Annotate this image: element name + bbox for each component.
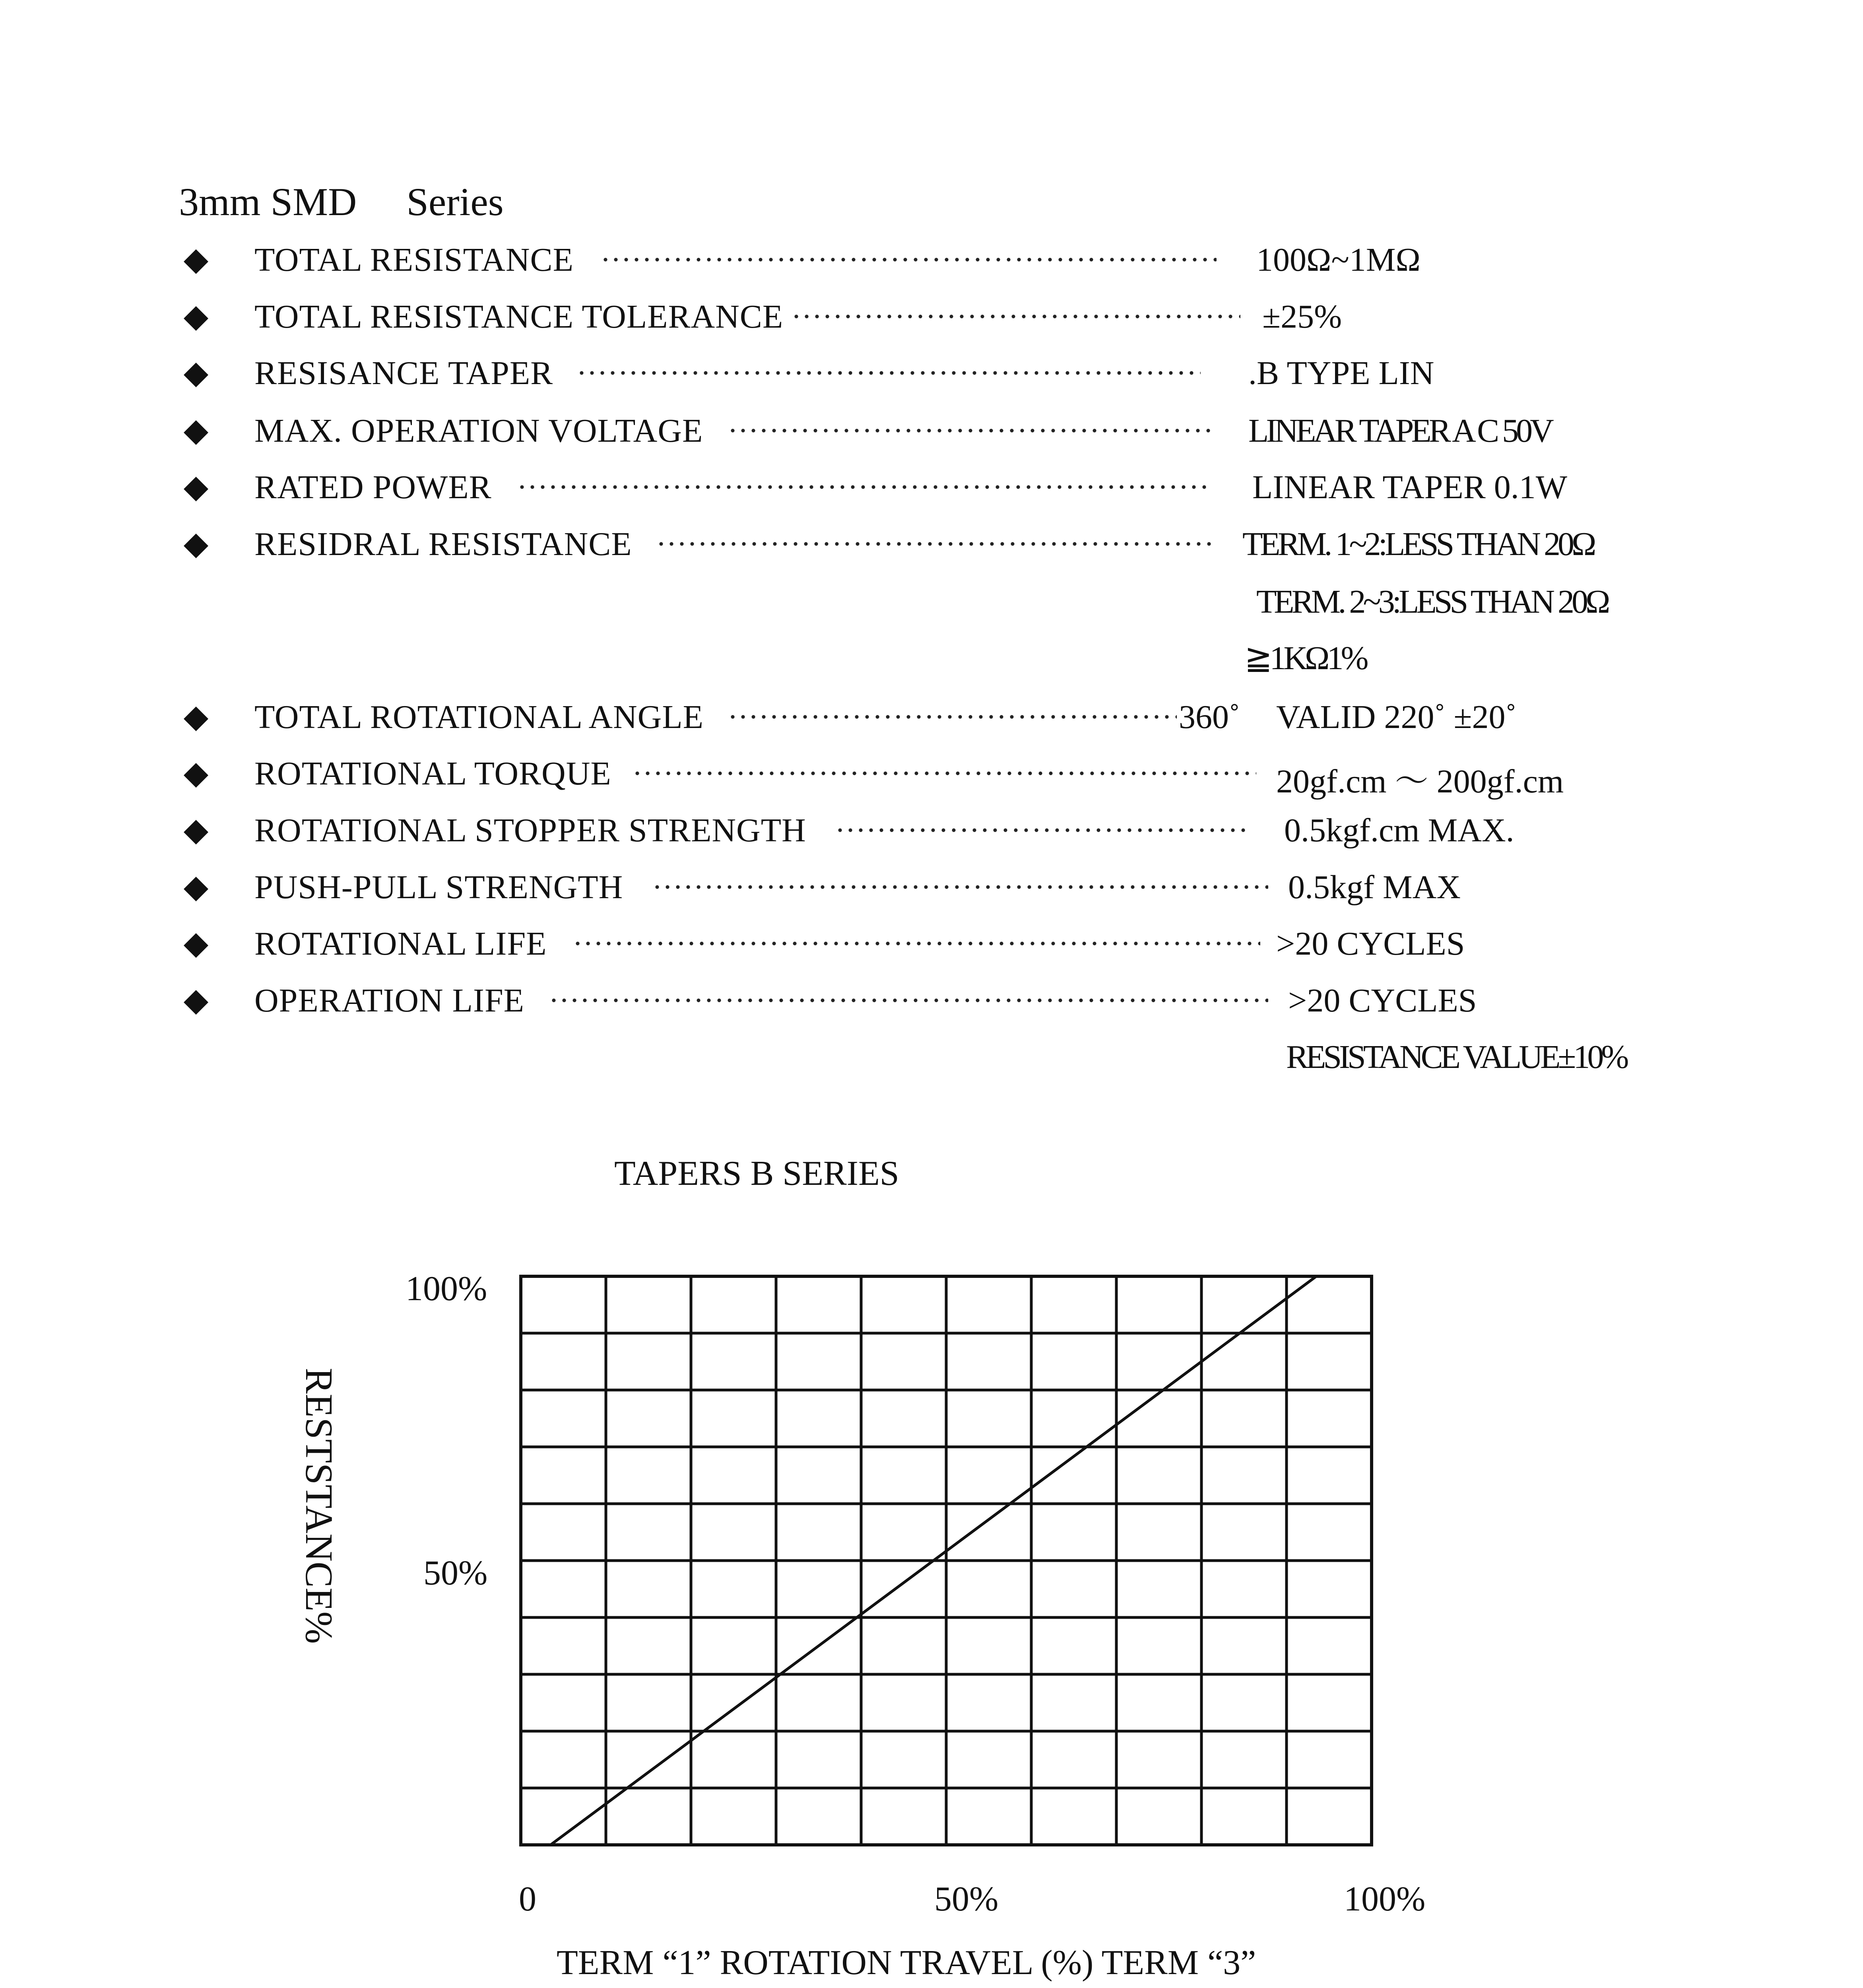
spec-label: RESIDRAL RESISTANCE <box>254 526 632 563</box>
y-tick-label: 100% <box>406 1270 487 1308</box>
spec-label: ROTATIONAL STOPPER STRENGTH <box>254 812 806 849</box>
spec-label: RESISANCE TAPER <box>254 355 553 392</box>
spec-value: ±25% <box>1262 298 1342 335</box>
spec-label: ROTATIONAL LIFE <box>254 925 547 962</box>
y-axis-label: RESTSTANCE% <box>297 1368 340 1644</box>
spec-value: 100Ω~1MΩ <box>1256 241 1421 278</box>
x-tick-label: 50% <box>934 1880 999 1918</box>
spec-label: TOTAL RESISTANCE TOLERANCE <box>254 298 784 335</box>
spec-value: >20 CYCLES <box>1288 982 1477 1019</box>
spec-value-continued: ≧1KΩ1% <box>1244 640 1366 677</box>
y-tick-label: 50% <box>423 1554 488 1592</box>
x-tick-label: 100% <box>1344 1880 1426 1918</box>
spec-label: RATED POWER <box>254 469 492 506</box>
spec-value: LINEAR TAPER 0.1W <box>1252 469 1568 506</box>
spec-value: LINEAR TAPER A C 50V <box>1248 412 1551 449</box>
spec-label: OPERATION LIFE <box>254 982 524 1019</box>
spec-label: TOTAL ROTATIONAL ANGLE <box>254 699 704 736</box>
spec-value: VALID 220˚ ±20˚ <box>1276 699 1517 736</box>
spec-value-continued: TERM. 2~3:LESS THAN 20Ω <box>1256 583 1608 620</box>
spec-value: >20 CYCLES <box>1276 925 1465 962</box>
spec-label: TOTAL RESISTANCE <box>254 241 574 278</box>
spec-value: 0.5kgf.cm MAX. <box>1284 812 1514 849</box>
x-tick-label: 0 <box>519 1880 536 1918</box>
spec-value: 20gf.cm ～ 200gf.cm <box>1276 763 1564 800</box>
chart-title: TAPERS B SERIES <box>614 1154 899 1193</box>
spec-label: PUSH-PULL STRENGTH <box>254 869 623 906</box>
x-axis-label: TERM “1” ROTATION TRAVEL (%) TERM “3” <box>557 1943 1256 1982</box>
spec-label: ROTATIONAL TORQUE <box>254 755 611 792</box>
spec-value: 0.5kgf MAX <box>1288 869 1461 906</box>
spec-value: TERM. 1~2:LESS THAN 20Ω <box>1242 526 1594 563</box>
spec-value: .B TYPE LIN <box>1248 355 1434 392</box>
spec-value-continued: RESISTANCE VALUE±10% <box>1286 1039 1626 1076</box>
spec-label: MAX. OPERATION VOLTAGE <box>254 412 703 449</box>
series-title: 3mm SMD Series <box>179 180 504 224</box>
spec-leader-suffix: 360˚ <box>1179 699 1240 736</box>
